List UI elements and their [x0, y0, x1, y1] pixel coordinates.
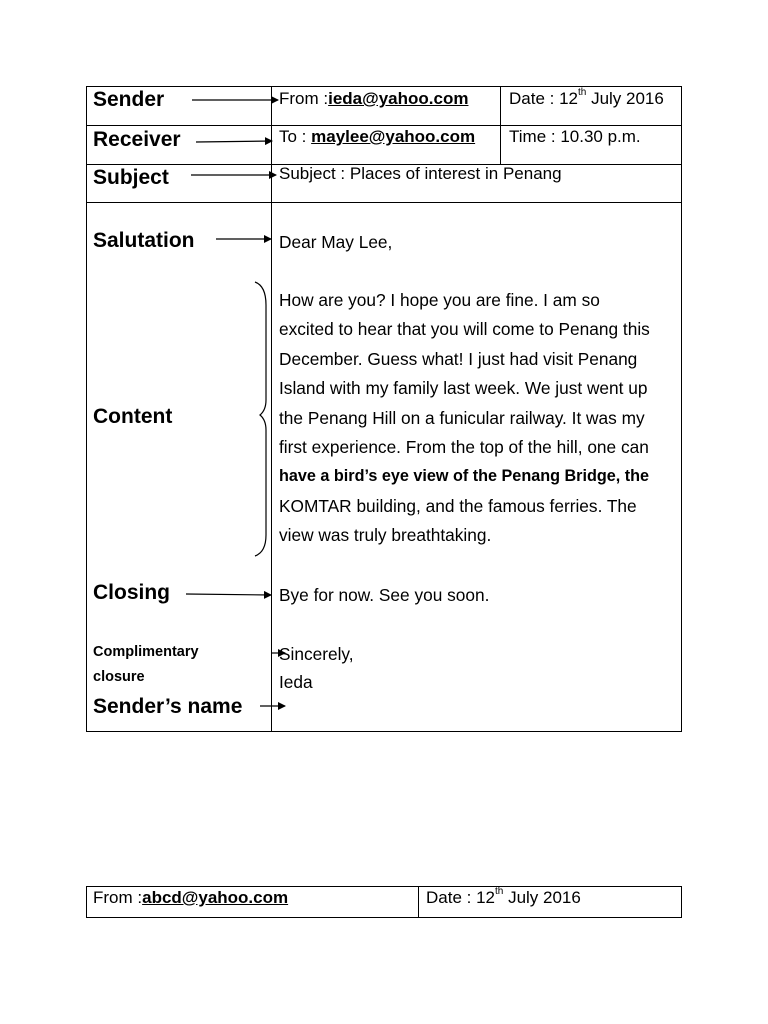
- arrow-receiver: [196, 141, 272, 142]
- second-table-bottom: [86, 917, 682, 918]
- content-line: first experience. From the top of the hill, one can: [279, 437, 649, 458]
- second-table-left: [86, 886, 87, 918]
- content-line: December. Guess what! I just had visit Penang: [279, 348, 638, 369]
- salutation-text: Dear May Lee,: [279, 232, 393, 252]
- date-suffix: July 2016: [586, 89, 664, 108]
- second-table-divider: [418, 886, 419, 918]
- second-date-suffix: July 2016: [503, 888, 581, 907]
- label-receiver: Receiver: [93, 128, 181, 151]
- time-cell: Time : 10.30 p.m.: [509, 127, 641, 146]
- second-from-cell: [93, 888, 288, 908]
- arrow-closing: [186, 594, 271, 595]
- date-sup: th: [578, 87, 587, 99]
- content-line: How are you? I hope you are fine. I am so: [279, 290, 600, 310]
- from-prefix: From :: [279, 89, 329, 108]
- subject-cell: Subject : Places of interest in Penang: [279, 164, 562, 183]
- closing-text: Bye for now. See you soon.: [279, 585, 490, 605]
- second-date-prefix: Date : 12: [426, 888, 495, 907]
- second-date-sup: th: [495, 886, 504, 898]
- sender-name-text: Ieda: [279, 672, 313, 692]
- content-line: have a bird’s eye view of the Penang Bridge, the: [279, 467, 650, 486]
- second-date-cell: [426, 888, 581, 908]
- label-closure: closure: [93, 669, 145, 685]
- complimentary-text: Sincerely,: [279, 644, 354, 664]
- label-complimentary: Complimentary: [93, 644, 199, 660]
- label-subject: Subject: [93, 166, 169, 189]
- to-prefix: To :: [279, 127, 312, 146]
- content-line: view was truly breathtaking.: [279, 525, 492, 546]
- label-closing: Closing: [93, 581, 170, 604]
- label-content: Content: [93, 405, 173, 428]
- second-from-email[interactable]: abcd@yahoo.com: [142, 888, 289, 907]
- content-brace: [255, 282, 266, 556]
- second-table-right: [681, 886, 682, 918]
- date-prefix: Date : 12: [509, 89, 578, 108]
- content-line: the Penang Hill on a funicular railway. It was my: [279, 407, 645, 428]
- label-senders-name: Sender’s name: [93, 695, 243, 718]
- content-line: Island with my family last week. We just went up: [279, 378, 648, 399]
- label-salutation: Salutation: [93, 229, 195, 252]
- to-email[interactable]: maylee@yahoo.com: [311, 127, 476, 146]
- second-table-top: [86, 886, 682, 887]
- second-from-prefix: From :: [93, 888, 143, 907]
- content-line: excited to hear that you will come to Penang this: [279, 319, 650, 340]
- label-sender: Sender: [93, 88, 165, 111]
- from-email[interactable]: ieda@yahoo.com: [328, 89, 469, 108]
- content-line: KOMTAR building, and the famous ferries. The: [279, 495, 637, 516]
